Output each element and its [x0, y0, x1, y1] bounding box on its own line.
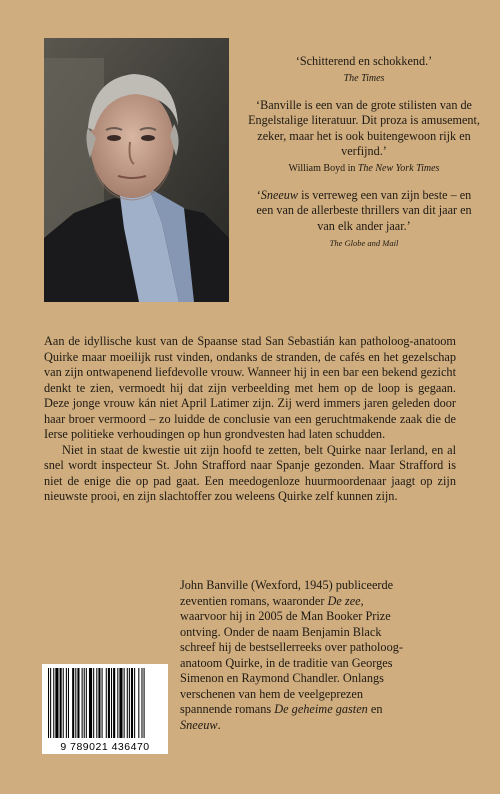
barcode-bar	[72, 668, 74, 738]
barcode-bar	[84, 668, 85, 738]
bio-book-title: Sneeuw	[180, 717, 218, 732]
bio-book-title: De zee	[327, 593, 361, 608]
quote-source: The Globe and Mail	[329, 238, 399, 248]
quote-author: William Boyd in	[288, 162, 358, 174]
isbn-number: 9 789021 436470	[60, 741, 150, 753]
author-photo	[44, 38, 229, 302]
quote-source: The Times	[343, 72, 385, 84]
author-bio	[180, 578, 410, 733]
quote-open-mark: ‘	[256, 187, 261, 202]
barcode-bar	[141, 668, 142, 738]
blurb-paragraph: Aan de idyllische kust van de Spaanse stad San Sebastián kan patholoog-anatoom Quirke maar moeilijk rust vinden, ondanks de stranden, de cafés en het gezelschap van zijn ontwapenend liefdevolle vrouw. Wanneer hij in een bar een bekend gezicht denkt te zien, vermoedt hij dat zijn verbeelding met hem op de loop is gegaan. Deze jonge vrouw kán niet April Latimer zijn. Zij werd immers jaren geleden door haar broer vermoord – zo luidde de conclusie van een geruchtmakende zaak die de Ierse politieke verhoudingen op hun grondvesten had laten schudden.	[44, 334, 456, 442]
barcode-bar	[77, 668, 79, 738]
quote-book-title: Sneeuw	[260, 187, 299, 202]
review-quote	[248, 54, 480, 86]
barcode-bar	[53, 668, 54, 738]
barcode-bar	[96, 668, 97, 738]
review-quotes	[248, 54, 480, 262]
review-quote	[248, 98, 480, 176]
barcode-bar	[144, 668, 145, 738]
quote-attribution	[248, 72, 480, 86]
quote-text: ‘Schitterend en schokkend.’	[295, 54, 433, 68]
barcode-bar	[82, 668, 83, 738]
blurb-paragraph: Niet in staat de kwestie uit zijn hoofd te zetten, belt Quirke naar Ierland, en al snel wordt inspecteur St. John Strafford naar Spanje gezonden. Maar Strafford is niet de enige die op pad gaat. Een meedogenloze huurmoordenaar jaagt op zijn nieuwste prooi, en zijn slachtoffer zou weleens Quirke zelf kunnen zijn.	[44, 442, 456, 504]
barcode-bar	[127, 668, 128, 738]
barcode-bar	[98, 668, 100, 738]
quote-text: ‘Banville is een van de grote stilisten van de Engelstalige literatuur. Dit proza is amusement, zeker, maar het is ook buitengewoon rijk en verfijnd.’	[248, 97, 480, 158]
bio-text: .	[217, 717, 221, 732]
barcode-bar	[68, 668, 69, 738]
barcode-bars-icon	[42, 664, 168, 740]
barcode-bar	[129, 668, 130, 738]
barcode-bar	[124, 668, 125, 738]
barcode-bar	[50, 668, 51, 738]
bio-text: , waarvoor hij in 2005 de Man Booker Prize ontving. Onder de naam Benjamin Black schreef hij de bestsellerreeks over patholoog-anatoom Quirke, in de traditie van Georges Simenon en Raymond Chandler. Onlangs verschenen van hem de veelgeprezen spannende romans	[180, 593, 403, 716]
quote-attribution	[248, 162, 480, 176]
barcode-bar	[63, 668, 64, 738]
barcode-bar	[119, 668, 122, 738]
barcode-bar	[86, 668, 87, 738]
barcode-bar	[102, 668, 103, 738]
barcode-bar	[131, 668, 133, 738]
barcode-bar	[138, 668, 139, 738]
barcode-bar	[89, 668, 92, 738]
barcode-bar	[48, 668, 49, 738]
blurb	[44, 334, 456, 505]
barcode-bar	[60, 668, 62, 738]
barcode-bar	[66, 668, 67, 738]
barcode-bar	[117, 668, 118, 738]
isbn-barcode	[42, 664, 168, 754]
barcode-bar	[108, 668, 110, 738]
quote-source: The New York Times	[357, 162, 440, 174]
barcode-bar	[113, 668, 115, 738]
bio-book-title: De geheime gasten	[274, 702, 368, 716]
barcode-bar	[134, 668, 135, 738]
quote-attribution	[248, 236, 480, 250]
barcode-bar	[75, 668, 76, 738]
quote-text: is verreweg een van zijn beste – en een van de allerbeste thrillers van dit jaar en van elk ander jaar.’	[256, 187, 472, 233]
barcode-bar	[106, 668, 107, 738]
barcode-bar	[55, 668, 58, 738]
barcode-bar	[93, 668, 94, 738]
bio-text: John Banville (Wexford, 1945) publiceerde zeventien romans, waaronder	[180, 578, 394, 608]
barcode-bar	[111, 668, 112, 738]
review-quote	[248, 188, 480, 251]
bio-text: en	[367, 702, 383, 716]
